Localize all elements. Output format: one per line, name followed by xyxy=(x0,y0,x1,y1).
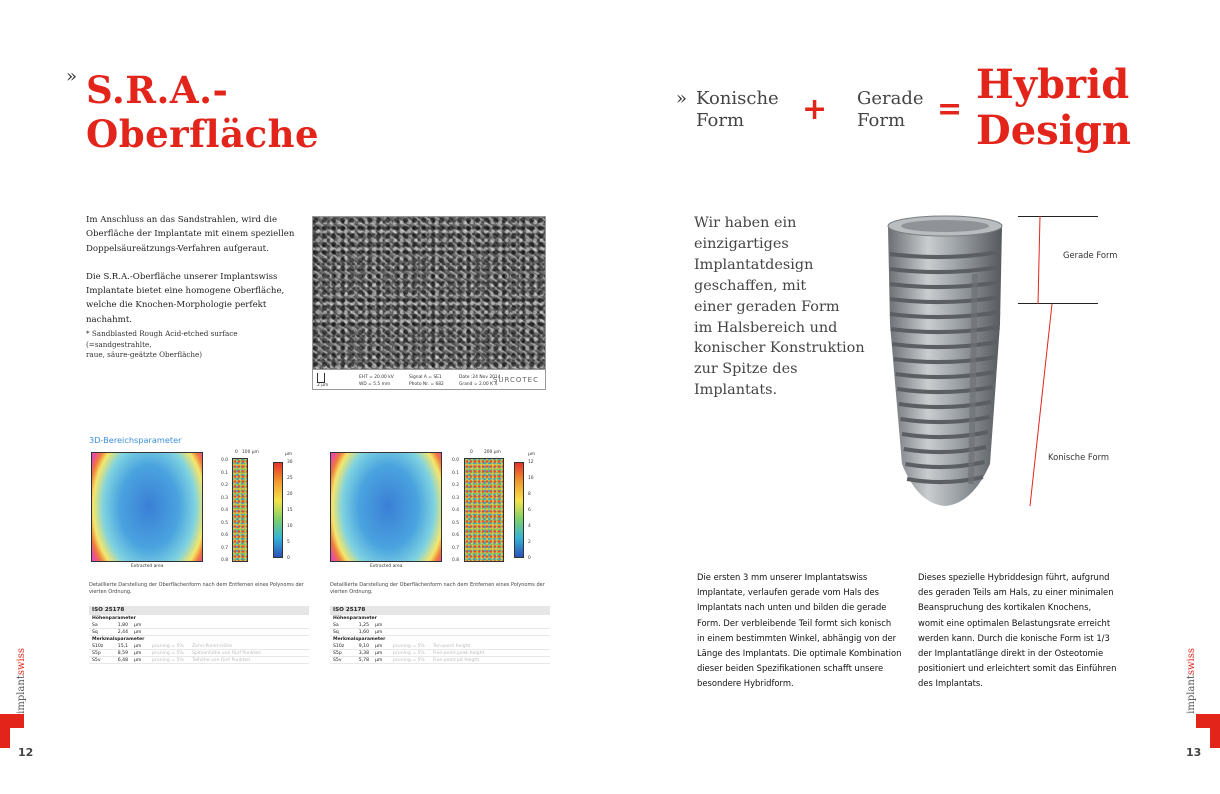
lead-line: konischer Konstruktion xyxy=(694,340,865,357)
tick-label: 30 xyxy=(287,460,293,465)
table-row xyxy=(89,657,309,664)
tick-label: 6 xyxy=(528,508,531,513)
red-guide-line xyxy=(1018,216,1058,506)
table-cell: S5v xyxy=(92,658,101,663)
table-cell: Five-point peak height xyxy=(433,651,485,656)
scale-label: 0 200 µm xyxy=(470,450,501,455)
page-number-right: 13 xyxy=(1186,746,1202,759)
table-cell xyxy=(390,629,430,635)
text-line: besondere Hybridform. xyxy=(697,678,794,689)
table-cell: µm xyxy=(375,658,383,663)
lead-line: zur Spitze des Implantats. xyxy=(694,361,798,399)
tick-label: 4 xyxy=(528,524,531,529)
text-line: Implantats nach unten und bilden die gerade xyxy=(697,602,887,613)
table-cell: pruning = 5% xyxy=(152,644,184,649)
table-cell: µm xyxy=(134,630,142,635)
lead-line: einzigartiges xyxy=(694,235,789,252)
xaxis-label: Extracted area xyxy=(131,564,164,569)
table-row xyxy=(330,650,550,657)
tick-label: 0 xyxy=(528,556,531,561)
table-cell: µm xyxy=(134,651,142,656)
tick-label: 0.1 xyxy=(452,470,459,476)
sem-meta: Photo Nr. = 682 xyxy=(409,382,444,387)
red-tab-stem xyxy=(1210,714,1220,748)
table-cell: µm xyxy=(134,644,142,649)
table-cell: µm xyxy=(375,623,383,628)
table-cell: 2,44 xyxy=(117,630,128,635)
text-line: Die ersten 3 mm unserer Implantatswiss xyxy=(697,572,868,582)
table-cell xyxy=(149,622,189,628)
table-cell: µm xyxy=(375,651,383,656)
lead-line: einer geraden Form xyxy=(694,298,840,315)
table-cell: Spitzenhöhe von fünf Punkten xyxy=(192,651,262,656)
table-row xyxy=(330,643,550,650)
caption-b xyxy=(330,582,550,595)
implant-illustration xyxy=(880,214,1010,510)
tick-label: 10 xyxy=(287,524,293,529)
iso-group-label: Höhenparameter xyxy=(92,616,136,621)
colorbar-b xyxy=(514,462,524,558)
footnote-line: raue, säure-geätzte Oberfläche) xyxy=(86,350,203,360)
table-cell: Ten-point height xyxy=(433,644,471,649)
text-line: in einem bestimmten Winkel, abhängig von der xyxy=(697,632,897,643)
sem-scale: 2 µm xyxy=(317,383,329,388)
panel-a xyxy=(89,448,309,688)
table-cell: S10z xyxy=(333,644,345,649)
text-line: womit eine optimalen Belastungsrate erreicht xyxy=(918,617,1111,628)
tick-label: 15 xyxy=(287,508,293,513)
heading-chevron: » xyxy=(676,88,688,109)
table-cell: 9,10 xyxy=(358,644,369,649)
table-cell xyxy=(390,622,430,628)
table-cell: S10z xyxy=(92,644,104,649)
text-line: Im Anschluss an das Sandstrahlen, wird die xyxy=(86,215,278,225)
tick-label: 0.3 xyxy=(452,495,459,501)
table-row xyxy=(330,622,550,629)
text-line: Länge des Implantats. Die optimale Kombination xyxy=(697,648,902,659)
heatmap-a xyxy=(91,452,203,562)
iso-group-label: Merkmalsparameter xyxy=(333,637,386,642)
table-cell: S5p xyxy=(92,651,101,656)
table-cell: 3,38 xyxy=(358,651,369,656)
side-brand-right: implantswiss xyxy=(1186,648,1197,714)
intro-text xyxy=(86,213,301,361)
text-line: Oberfläche der Implantate mit einem speziellen xyxy=(86,229,295,240)
iso-table-a xyxy=(89,606,309,664)
table-cell: 8,59 xyxy=(117,651,128,656)
heading-gerade-form: Gerade Form xyxy=(857,88,924,131)
table-cell: 1,60 xyxy=(358,630,369,635)
tick-label: 2 xyxy=(528,540,531,545)
body-column-1 xyxy=(697,570,912,692)
table-cell: pruning = 5% xyxy=(152,658,184,663)
side-brand-left: implantswiss xyxy=(16,648,27,714)
lead-line: im Halsbereich und xyxy=(694,319,838,336)
heatmap-b xyxy=(330,452,442,562)
table-row xyxy=(330,629,550,636)
red-tab-stem xyxy=(0,714,10,748)
sem-meta: EHT = 20.00 kV xyxy=(359,375,394,380)
table-cell: 1,25 xyxy=(358,623,369,628)
text-line: des geraden Teils am Hals, zu einer minimalen xyxy=(918,587,1114,598)
table-row xyxy=(89,643,309,650)
sem-micrograph xyxy=(312,216,546,390)
sem-image xyxy=(313,217,545,369)
panel-b xyxy=(330,448,550,688)
table-cell: µm xyxy=(375,630,383,635)
equals-sign: = xyxy=(937,92,963,127)
tick-label: 0.0 xyxy=(221,458,228,463)
table-cell xyxy=(189,622,192,628)
table-cell xyxy=(430,622,433,628)
tick-label: 5 xyxy=(287,540,290,545)
lead-line: Wir haben ein xyxy=(694,215,797,231)
lead-line: geschaffen, mit xyxy=(694,277,807,294)
title-chevron: » xyxy=(66,66,78,87)
tick-label: 0.4 xyxy=(221,508,228,513)
page-title-sra xyxy=(86,68,319,156)
iso-title: ISO 25178 xyxy=(89,606,309,615)
text-line: nachahmt. xyxy=(86,314,132,325)
table-cell: Five-point pit height xyxy=(433,658,480,663)
table-cell: 1,80 xyxy=(117,623,128,628)
table-cell: Talhöhe von fünf Punkten xyxy=(192,658,251,663)
paragraph-2 xyxy=(86,270,301,327)
page-number-left: 12 xyxy=(18,746,34,759)
lead-line: Implantatdesign xyxy=(694,256,814,273)
sem-meta: Date :24 Nov 2014 xyxy=(459,375,501,380)
text-line: Form. Der verbleibende Teil formt sich konisch xyxy=(697,617,892,628)
text-line: Implantate bietet eine homogene Oberfläche, xyxy=(86,286,285,297)
table-cell xyxy=(149,629,189,635)
table-cell: Sa xyxy=(92,623,98,628)
tick-label: 0.7 xyxy=(452,545,459,551)
text-line: Dieses spezielle Hybriddesign führt, aufgrund xyxy=(918,572,1110,582)
text-line: der Implantatlänge direkt in der Osteotomie xyxy=(918,648,1104,659)
footnote-line: * Sandblasted Rough Acid-etched surface (=sandgestrahlte, xyxy=(86,329,238,349)
text-line: Doppelsäureätzungs-Verfahren aufgeraut. xyxy=(86,243,269,254)
text-line: dieser beiden Spezifikationen schafft unsere xyxy=(697,663,884,674)
colorbar-a xyxy=(273,462,283,558)
title-line: S.R.A.- xyxy=(86,68,229,112)
tick-label: 0.6 xyxy=(452,533,459,538)
table-cell xyxy=(189,629,192,635)
tick-label: 8 xyxy=(528,492,531,497)
table-cell: pruning = 5% xyxy=(152,651,184,656)
text-line: Die S.R.A.-Oberfläche unserer Implantswiss xyxy=(86,271,278,282)
text-line: des Implantats. xyxy=(918,678,983,689)
table-cell: Sq xyxy=(333,630,339,635)
unit-label: µm xyxy=(528,452,536,457)
table-cell: pruning = 5% xyxy=(393,651,425,656)
tick-label: 0.8 xyxy=(452,558,459,563)
footnote xyxy=(86,329,301,361)
scale-label: 0 100 µm xyxy=(235,450,259,455)
table-cell: 6,48 xyxy=(117,658,128,663)
lead-text xyxy=(694,213,884,401)
texture-strip-a xyxy=(232,458,248,562)
table-cell: Sq xyxy=(92,630,98,635)
body-column-2 xyxy=(918,570,1133,692)
table-cell: Sa xyxy=(333,623,339,628)
tick-label: 0.8 xyxy=(221,558,228,563)
table-cell: Zehn-Punkt-Höhe xyxy=(192,644,233,649)
text-line: Beanspruchung des kortikalen Knochens, xyxy=(918,602,1092,613)
table-row xyxy=(89,650,309,657)
table-cell: 15,1 xyxy=(117,644,128,649)
surcotec-logo: SURCOTEC xyxy=(492,376,539,384)
table-cell: S5p xyxy=(333,651,342,656)
tick-label: 0 xyxy=(287,556,290,561)
caption-line: Detaillierte Darstellung der Oberflächenform nach dem Entfernen eines Polynoms der xyxy=(89,582,304,588)
iso-group-label: Merkmalsparameter xyxy=(92,637,145,642)
tick-label: 0.2 xyxy=(221,483,228,488)
tick-label: 0.7 xyxy=(221,545,228,551)
tick-label: 0.4 xyxy=(452,508,459,513)
paragraph-1 xyxy=(86,213,301,256)
unit-label: µm xyxy=(285,452,293,457)
scale-bar-icon xyxy=(317,373,325,383)
iso-table-b xyxy=(330,606,550,664)
table-cell: µm xyxy=(375,644,383,649)
caption-line: vierten Ordnung. xyxy=(89,588,132,595)
sem-meta: Signal A = SE1 xyxy=(409,375,442,380)
table-row xyxy=(89,629,309,636)
text-line: welche die Knochen-Morphologie perfekt xyxy=(86,300,267,311)
text-line: werden kann. Durch die konische Form ist 1/3 xyxy=(918,632,1110,643)
caption-line: Detaillierte Darstellung der Oberflächenform nach dem Entfernen eines Polynoms der xyxy=(330,582,545,588)
table-row xyxy=(89,622,309,629)
tick-label: 0.2 xyxy=(452,483,459,488)
table-cell: pruning = 5% xyxy=(393,658,425,663)
tick-label: 20 xyxy=(287,492,293,497)
iso-title: ISO 25178 xyxy=(330,606,550,615)
table-row xyxy=(330,657,550,664)
xaxis-label: Extracted area xyxy=(370,564,403,569)
caption-line: vierten Ordnung. xyxy=(330,588,373,595)
sem-info-bar xyxy=(313,369,545,390)
tick-label: 0.5 xyxy=(221,520,228,526)
tick-label: 12 xyxy=(528,460,534,465)
iso-group-label: Höhenparameter xyxy=(333,616,377,621)
tick-label: 10 xyxy=(528,476,534,481)
page-title-hybrid: Hybrid Design xyxy=(976,61,1131,154)
tick-label: 0.6 xyxy=(221,533,228,538)
table-cell: pruning = 5% xyxy=(393,644,425,649)
text-line: positioniert und erleichtert somit das Einführen xyxy=(918,663,1117,674)
title-line: Oberfläche xyxy=(86,112,320,156)
tick-label: 0.0 xyxy=(452,458,459,463)
sem-meta: Grand = 2.00 K X xyxy=(459,382,498,387)
table-cell: 5,78 xyxy=(358,658,369,663)
table-cell: µm xyxy=(134,623,142,628)
table-cell xyxy=(430,629,433,635)
texture-strip-b xyxy=(464,458,504,562)
tick-label: 25 xyxy=(287,476,293,481)
caption-a xyxy=(89,582,309,595)
sem-meta: WD = 5.5 mm xyxy=(359,382,391,387)
table-cell: S5v xyxy=(333,658,342,663)
label-konische-form: Konische Form xyxy=(1048,452,1110,462)
text-line: Implantate, verlaufen gerade vom Hals des xyxy=(697,587,879,598)
section-title-3d: 3D-Bereichsparameter xyxy=(89,435,182,445)
table-cell: µm xyxy=(134,658,142,663)
tick-label: 0.5 xyxy=(452,520,459,526)
label-gerade-form: Gerade Form xyxy=(1063,250,1118,260)
plus-sign: + xyxy=(802,92,828,127)
tick-label: 0.3 xyxy=(221,495,228,501)
heading-konische-form: Konische Form xyxy=(696,88,779,131)
tick-label: 0.1 xyxy=(221,470,228,476)
